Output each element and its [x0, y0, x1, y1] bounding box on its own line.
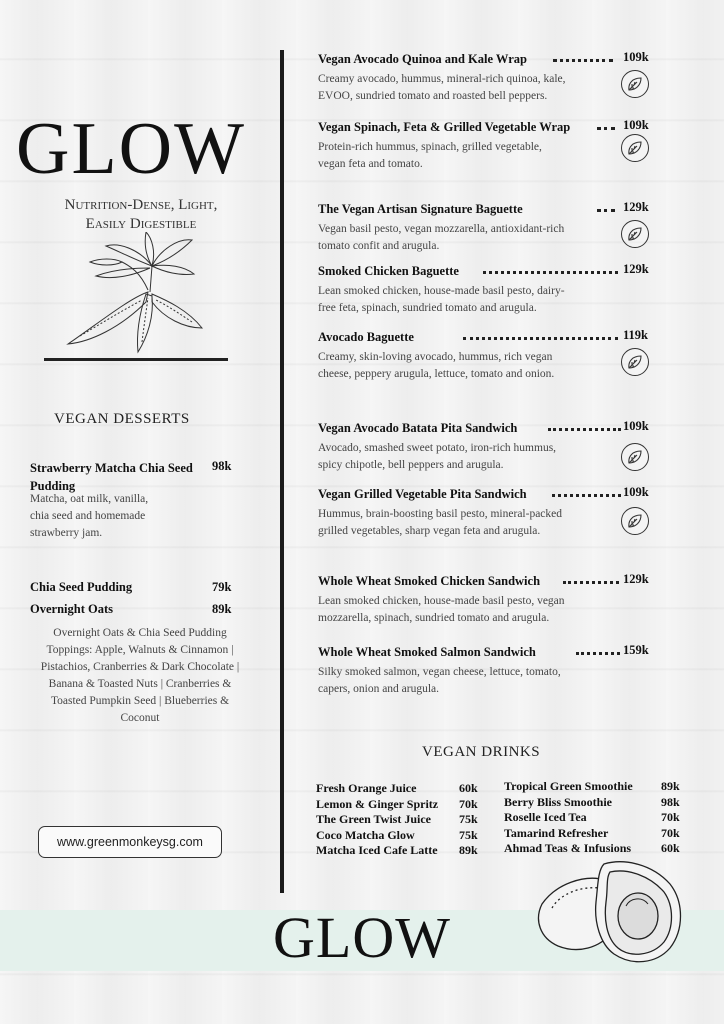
menu-item-description-line: Lean smoked chicken, house-made basil pesto, dairy-: [318, 285, 565, 297]
menu-item-price: 119k: [623, 328, 649, 342]
menu-item-leader-dots: [597, 127, 615, 130]
menu-item-description-line: Lean smoked chicken, house-made basil pesto, vegan: [318, 595, 565, 607]
drink-name: Matcha Iced Cafe Latte: [316, 843, 438, 858]
drink-price: 70k: [661, 810, 680, 825]
drink-name: Roselle Iced Tea: [504, 810, 587, 825]
vegan-leaf-icon: [621, 220, 649, 248]
menu-item-leader-dots: [576, 652, 620, 655]
drink-name: Ahmad Teas & Infusions: [504, 841, 632, 856]
footer-title: GLOW: [273, 905, 451, 970]
menu-item-description-line: Avocado, smashed sweet potato, iron-rich hummus,: [318, 442, 557, 454]
menu-item-price: 109k: [623, 419, 649, 433]
menu-item-description: [318, 664, 608, 698]
website-box[interactable]: [38, 826, 222, 858]
menu-item-description-line: tomato confit and arugula.: [318, 240, 440, 252]
tagline-line-2: Easily Digestible: [85, 216, 197, 232]
dessert-featured-price: 98k: [212, 459, 232, 473]
menu-item-description-line: EVOO, sundried tomato and roasted bell peppers.: [318, 90, 548, 102]
drink-name: Lemon & Ginger Spritz: [316, 796, 439, 811]
drink-name: Tropical Green Smoothie: [504, 779, 633, 793]
toppings-line: Banana & Toasted Nuts | Cranberries &: [48, 678, 232, 690]
tagline-line-1: Nutrition-Dense, Light,: [64, 197, 218, 213]
dessert-item-price: 89k: [212, 602, 232, 616]
toppings-line: Toasted Pumpkin Seed | Blueberries &: [50, 695, 230, 707]
menu-item-description-line: spicy chipotle, bell peppers and arugula.: [318, 459, 504, 471]
toppings-text: [22, 625, 258, 727]
toppings-line: Pistachios, Cranberries & Dark Chocolate |: [40, 661, 240, 673]
dessert-desc-line: Matcha, oat milk, vanilla,: [30, 493, 149, 505]
dessert-featured-description: [30, 491, 230, 542]
menu-item-leader-dots: [597, 209, 615, 212]
vegan-leaf-icon: [621, 348, 649, 376]
dessert-item-name: Overnight Oats: [30, 602, 113, 616]
menu-item-description: [318, 506, 608, 540]
menu-item-description-line: Silky smoked salmon, vegan cheese, lettuce, tomato,: [318, 666, 561, 678]
dessert-item-name: Chia Seed Pudding: [30, 580, 133, 594]
left-divider: [44, 358, 228, 361]
drink-price: 70k: [661, 825, 680, 840]
menu-item-price: 159k: [623, 643, 649, 657]
menu-item-name: Smoked Chicken Baguette: [318, 264, 459, 278]
vegan-leaf-icon: [621, 134, 649, 162]
dessert-desc-line: chia seed and homemade: [30, 510, 146, 522]
menu-item-description-line: Vegan basil pesto, vegan mozzarella, antioxidant-rich: [318, 223, 565, 235]
menu-item-description-line: grilled vegetables, sharp vegan feta and arugula.: [318, 525, 541, 537]
avocado-illustration: [534, 858, 684, 966]
menu-item-price: 109k: [623, 50, 649, 64]
drink-price: 89k: [459, 843, 478, 858]
menu-item-name: The Vegan Artisan Signature Baguette: [318, 202, 523, 216]
brand-title: GLOW: [16, 108, 246, 190]
dessert-item-price: 79k: [212, 580, 232, 594]
menu-item-description-line: Creamy avocado, hummus, mineral-rich quinoa, kale,: [318, 73, 566, 85]
drink-name: Tamarind Refresher: [504, 825, 609, 840]
vegan-leaf-icon: [621, 70, 649, 98]
drink-price: 75k: [459, 812, 478, 827]
menu-item-leader-dots: [483, 271, 618, 274]
website-link[interactable]: www.greenmonkeysg.com: [57, 835, 203, 849]
toppings-line: Toppings: Apple, Walnuts & Cinnamon |: [46, 644, 234, 656]
menu-item-leader-dots: [553, 59, 613, 62]
drink-name: Fresh Orange Juice: [316, 781, 417, 795]
menu-item-name: Whole Wheat Smoked Chicken Sandwich: [318, 574, 541, 588]
drink-name: Berry Bliss Smoothie: [504, 794, 612, 809]
vegan-desserts-heading: VEGAN DESSERTS: [54, 411, 190, 427]
drink-price: 60k: [661, 841, 680, 856]
sweet-potato-plant-illustration: [60, 232, 210, 356]
dessert-featured-name-line-1: Strawberry Matcha Chia Seed: [30, 461, 193, 475]
menu-item-description-line: Hummus, brain-boosting basil pesto, mineral-packed: [318, 508, 563, 520]
menu-item-description: [318, 593, 608, 627]
vegan-drinks-heading: VEGAN DRINKS: [422, 744, 541, 760]
toppings-line: Overnight Oats & Chia Seed Pudding: [53, 627, 227, 639]
menu-item-description: [318, 221, 608, 255]
menu-item-name: Vegan Avocado Batata Pita Sandwich: [318, 421, 518, 435]
toppings-line: Coconut: [120, 712, 160, 724]
drink-name: The Green Twist Juice: [316, 812, 431, 827]
menu-item-description: [318, 71, 608, 105]
menu-item-name: Vegan Spinach, Feta & Grilled Vegetable Wrap: [318, 120, 571, 134]
menu-item-name: Vegan Grilled Vegetable Pita Sandwich: [318, 487, 527, 501]
drink-price: 70k: [459, 796, 478, 811]
menu-item-description: [318, 283, 608, 317]
menu-item-leader-dots: [563, 581, 619, 584]
menu-item-leader-dots: [463, 337, 618, 340]
vegan-leaf-icon: [621, 507, 649, 535]
menu-item-name: Whole Wheat Smoked Salmon Sandwich: [318, 645, 536, 659]
menu-item-description-line: Creamy, skin-loving avocado, hummus, rich vegan: [318, 351, 553, 363]
menu-item-leader-dots: [552, 494, 621, 497]
menu-item-price: 109k: [623, 485, 649, 499]
menu-item-description-line: vegan feta and tomato.: [318, 158, 423, 170]
column-divider: [280, 50, 284, 893]
drink-price: 60k: [459, 781, 478, 795]
menu-item-description: [318, 440, 608, 474]
menu-item-description-line: cheese, peppery arugula, lettuce, tomato and onion.: [318, 368, 555, 380]
drink-name: Coco Matcha Glow: [316, 827, 415, 842]
menu-item-price: 129k: [623, 200, 649, 214]
dessert-featured-name: [30, 459, 208, 495]
brand-tagline: [20, 196, 262, 234]
drink-price: 75k: [459, 827, 478, 842]
dessert-desc-line: strawberry jam.: [30, 527, 103, 539]
vegan-leaf-icon: [621, 443, 649, 471]
menu-item-price: 109k: [623, 118, 649, 132]
menu-item-description-line: capers, onion and arugula.: [318, 683, 440, 695]
drink-price: 98k: [661, 794, 680, 809]
menu-item-description-line: Protein-rich hummus, spinach, grilled vegetable,: [318, 141, 542, 153]
menu-item-price: 129k: [623, 572, 649, 586]
dessert-featured-name-line-2: Pudding: [30, 479, 76, 493]
menu-item-description-line: mozzarella, spinach, sundried tomato and arugula.: [318, 612, 550, 624]
menu-item-price: 129k: [623, 262, 649, 276]
drink-price: 89k: [661, 779, 680, 793]
menu-item-name: Vegan Avocado Quinoa and Kale Wrap: [318, 52, 527, 66]
menu-item-description-line: free feta, spinach, sundried tomato and arugula.: [318, 302, 537, 314]
menu-item-name: Avocado Baguette: [318, 330, 414, 344]
menu-item-description: [318, 349, 608, 383]
menu-item-description: [318, 139, 608, 173]
menu-item-leader-dots: [548, 428, 621, 431]
